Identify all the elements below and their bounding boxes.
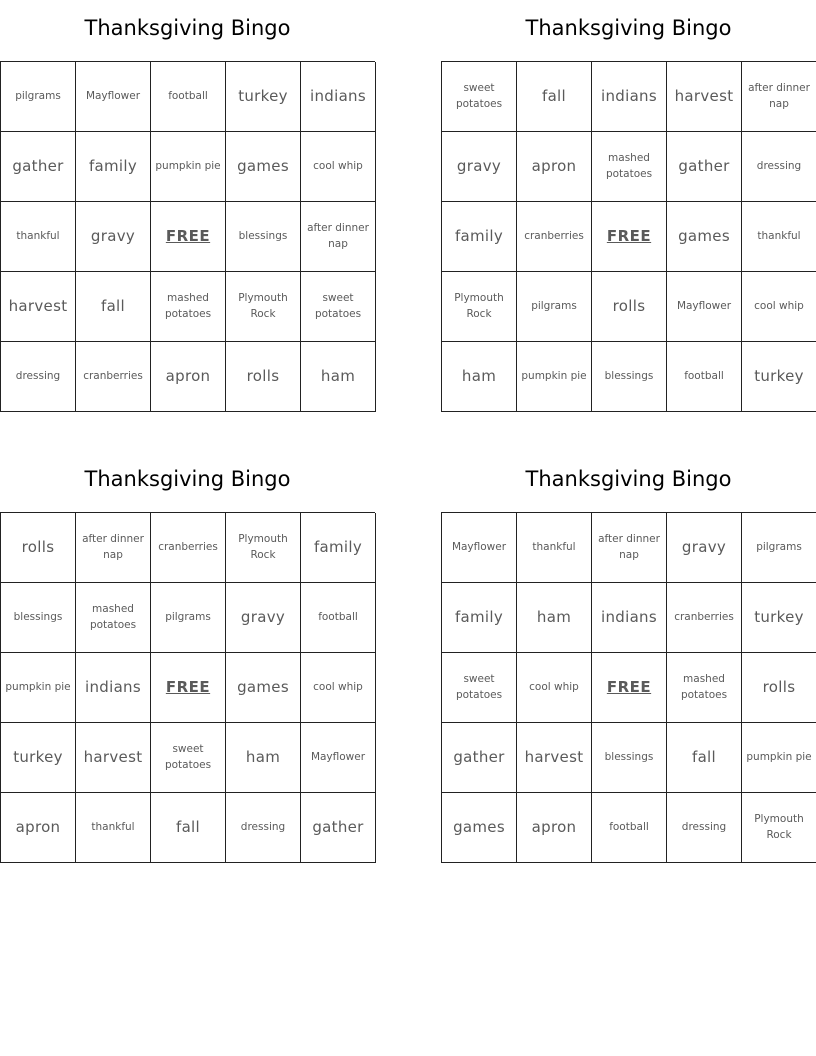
bingo-cell: ham <box>301 342 376 412</box>
bingo-cell: cool whip <box>742 272 816 342</box>
bingo-grid <box>441 512 816 863</box>
bingo-cell: sweet potatoes <box>442 653 517 723</box>
bingo-cell: sweet potatoes <box>301 272 376 342</box>
bingo-card-2 <box>441 6 816 385</box>
bingo-cell: Mayflower <box>76 62 151 132</box>
bingo-cell: cool whip <box>301 132 376 202</box>
bingo-cell: dressing <box>226 793 301 863</box>
bingo-cell: ham <box>517 583 592 653</box>
bingo-cell: mashed potatoes <box>76 583 151 653</box>
card-title: Thanksgiving Bingo <box>525 467 732 491</box>
bingo-cell: indians <box>592 62 667 132</box>
bingo-cell: thankful <box>1 202 76 272</box>
card-title: Thanksgiving Bingo <box>84 16 291 40</box>
bingo-cell: turkey <box>742 583 816 653</box>
bingo-cell: rolls <box>1 513 76 583</box>
bingo-cell: thankful <box>517 513 592 583</box>
bingo-cell: dressing <box>667 793 742 863</box>
bingo-cell: mashed potatoes <box>592 132 667 202</box>
bingo-cell: harvest <box>1 272 76 342</box>
bingo-cell: turkey <box>742 342 816 412</box>
bingo-cell: apron <box>517 793 592 863</box>
bingo-cell: family <box>301 513 376 583</box>
bingo-cell: gather <box>301 793 376 863</box>
bingo-cell: gravy <box>667 513 742 583</box>
bingo-cell: gravy <box>76 202 151 272</box>
bingo-cell: after dinner nap <box>592 513 667 583</box>
bingo-cell: blessings <box>592 723 667 793</box>
bingo-cell: indians <box>76 653 151 723</box>
bingo-cell: thankful <box>76 793 151 863</box>
free-space-cell: FREE <box>151 202 226 272</box>
bingo-cell: family <box>442 202 517 272</box>
bingo-cell: Mayflower <box>667 272 742 342</box>
bingo-cell: rolls <box>226 342 301 412</box>
bingo-cell: Plymouth Rock <box>742 793 816 863</box>
bingo-cell: games <box>226 132 301 202</box>
bingo-cell: pilgrams <box>1 62 76 132</box>
bingo-cell: games <box>226 653 301 723</box>
bingo-cell: blessings <box>592 342 667 412</box>
bingo-cell: indians <box>301 62 376 132</box>
bingo-grid <box>441 61 816 412</box>
free-space-cell: FREE <box>592 653 667 723</box>
bingo-cell: pumpkin pie <box>517 342 592 412</box>
bingo-cell: blessings <box>1 583 76 653</box>
bingo-cell: apron <box>517 132 592 202</box>
bingo-grid <box>0 512 375 863</box>
bingo-cell: harvest <box>517 723 592 793</box>
bingo-cell: ham <box>226 723 301 793</box>
bingo-cell: turkey <box>226 62 301 132</box>
bingo-cell: Mayflower <box>301 723 376 793</box>
bingo-cell: Plymouth Rock <box>226 513 301 583</box>
bingo-cell: indians <box>592 583 667 653</box>
bingo-cell: fall <box>151 793 226 863</box>
bingo-cell: after dinner nap <box>301 202 376 272</box>
bingo-cell: cool whip <box>301 653 376 723</box>
bingo-cell: cranberries <box>76 342 151 412</box>
bingo-cell: after dinner nap <box>742 62 816 132</box>
bingo-card-1 <box>0 6 375 385</box>
bingo-cell: fall <box>667 723 742 793</box>
free-space-cell: FREE <box>151 653 226 723</box>
bingo-cell: pilgrams <box>151 583 226 653</box>
bingo-cell: football <box>592 793 667 863</box>
bingo-cell: thankful <box>742 202 816 272</box>
bingo-grid <box>0 61 375 412</box>
bingo-cell: games <box>442 793 517 863</box>
card-title: Thanksgiving Bingo <box>525 16 732 40</box>
bingo-cell: football <box>151 62 226 132</box>
bingo-cell: gravy <box>226 583 301 653</box>
bingo-cell: cranberries <box>151 513 226 583</box>
bingo-cell: ham <box>442 342 517 412</box>
bingo-cell: cranberries <box>517 202 592 272</box>
bingo-cell: sweet potatoes <box>151 723 226 793</box>
free-space-cell: FREE <box>592 202 667 272</box>
bingo-cell: Mayflower <box>442 513 517 583</box>
bingo-cell: gather <box>442 723 517 793</box>
bingo-cell: mashed potatoes <box>151 272 226 342</box>
bingo-cell: football <box>667 342 742 412</box>
bingo-cell: apron <box>1 793 76 863</box>
bingo-card-3 <box>0 457 375 836</box>
bingo-cell: apron <box>151 342 226 412</box>
bingo-cell: cool whip <box>517 653 592 723</box>
bingo-cell: fall <box>517 62 592 132</box>
bingo-cell: gravy <box>442 132 517 202</box>
bingo-cell: family <box>76 132 151 202</box>
bingo-cell: mashed potatoes <box>667 653 742 723</box>
bingo-cell: harvest <box>667 62 742 132</box>
bingo-cell: fall <box>76 272 151 342</box>
bingo-cell: dressing <box>1 342 76 412</box>
bingo-cell: rolls <box>742 653 816 723</box>
bingo-cell: sweet potatoes <box>442 62 517 132</box>
bingo-cell: family <box>442 583 517 653</box>
bingo-cell: games <box>667 202 742 272</box>
bingo-cell: gather <box>667 132 742 202</box>
bingo-cell: blessings <box>226 202 301 272</box>
bingo-cell: dressing <box>742 132 816 202</box>
bingo-cell: pilgrams <box>517 272 592 342</box>
bingo-cell: pumpkin pie <box>742 723 816 793</box>
bingo-cell: turkey <box>1 723 76 793</box>
bingo-cell: pumpkin pie <box>151 132 226 202</box>
bingo-cell: gather <box>1 132 76 202</box>
bingo-cell: Plymouth Rock <box>226 272 301 342</box>
bingo-cell: rolls <box>592 272 667 342</box>
bingo-card-4 <box>441 457 816 841</box>
bingo-cell: pumpkin pie <box>1 653 76 723</box>
card-title: Thanksgiving Bingo <box>84 467 291 491</box>
bingo-cell: pilgrams <box>742 513 816 583</box>
bingo-cell: harvest <box>76 723 151 793</box>
bingo-cell: after dinner nap <box>76 513 151 583</box>
bingo-cell: Plymouth Rock <box>442 272 517 342</box>
bingo-cell: football <box>301 583 376 653</box>
bingo-cell: cranberries <box>667 583 742 653</box>
